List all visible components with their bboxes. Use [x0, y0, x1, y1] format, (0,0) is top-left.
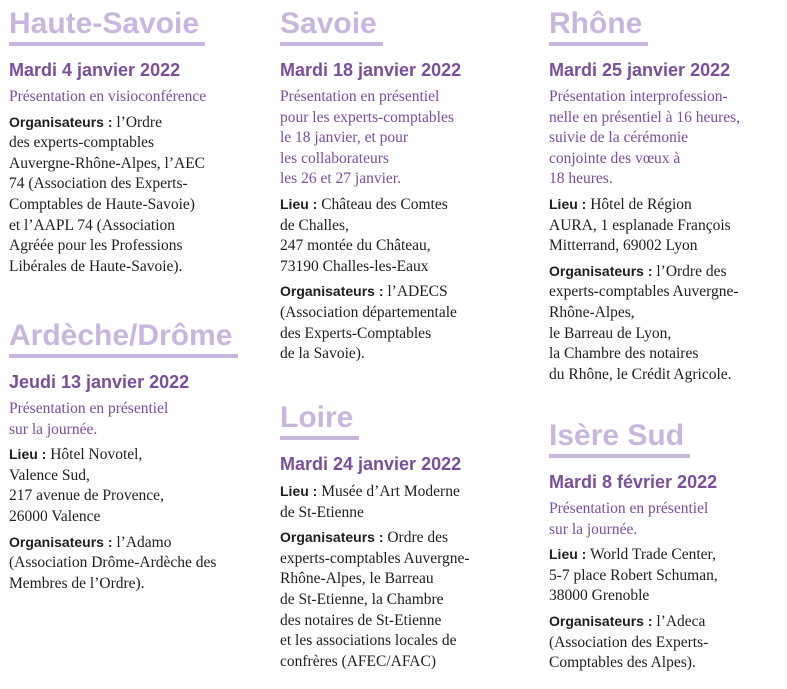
organisers-label: Organisateurs :	[280, 529, 384, 546]
venue: Lieu : Hôtel de Région AURA, 1 esplanade François Mitterrand, 69002 Lyon	[549, 195, 731, 255]
event-date: Mardi 25 janvier 2022	[549, 60, 731, 80]
venue: Lieu : Château des Comtes de Challes, 247 montée du Château, 73190 Challes-les-Eaux	[280, 195, 448, 275]
venue: Lieu : Musée d’Art Moderne de St-Etienne	[280, 483, 460, 521]
event-date: Mardi 4 janvier 2022	[9, 60, 181, 80]
organisers-label: Organisateurs :	[549, 262, 653, 279]
event-savoie	[280, 6, 530, 369]
event-date: Mardi 18 janvier 2022	[280, 60, 462, 80]
region-title: Savoie	[280, 6, 383, 46]
organisers-label: Organisateurs :	[549, 612, 653, 629]
region-title: Rhône	[549, 6, 648, 46]
organisers: Organisateurs : l’ADECS (Association départementale des Experts-Comptables de la Savoie).	[280, 283, 457, 363]
venue: Lieu : Hôtel Novotel, Valence Sud, 217 avenue de Provence, 26000 Valence	[9, 446, 164, 525]
venue-label: Lieu :	[549, 546, 587, 563]
organisers: Organisateurs : l’Ordre des experts-comptables Auvergne-Rhône-Alpes, l’AEC 74 (Association des Experts- Comptables de Haute-Savoie) et l’AAPL 74 (Association Agréée pour les Professions Libérales de Haute-Savoie).	[9, 113, 206, 275]
region-title: Haute-Savoie	[9, 6, 205, 46]
organisers: Organisateurs : Ordre des experts-comptables Auvergne- Rhône-Alpes, le Barreau de St-Etienne, la Chambre des notaires de St-Etienne et les associations locales de confrères (AFEC/AFAC)	[280, 529, 470, 670]
event-ardeche-drome	[9, 318, 259, 598]
presentation-text: Présentation en présentiel sur la journée.	[9, 400, 169, 438]
region-title: Loire	[280, 400, 359, 440]
event-date: Jeudi 13 janvier 2022	[9, 372, 190, 392]
organisers: Organisateurs : l’Adamo (Association Drôme-Ardèche des Membres de l’Ordre).	[9, 533, 217, 592]
venue-label: Lieu :	[280, 195, 318, 212]
presentation-text: Présentation en présentiel sur la journée.	[549, 500, 709, 538]
organisers-label: Organisateurs :	[9, 113, 113, 130]
event-rhone	[549, 6, 781, 389]
presentation-text: Présentation en présentiel pour les experts-comptables le 18 janvier, et pour les collaborateurs les 26 et 27 janvier.	[280, 88, 454, 188]
presentation-text: Présentation en visioconférence	[9, 88, 207, 105]
event-loire	[280, 400, 530, 676]
organisers: Organisateurs : l’Ordre des experts-comptables Auvergne- Rhône-Alpes, le Barreau de Lyon, la Chambre des notaires du Rhône, le Crédit Agricole.	[549, 262, 739, 383]
event-date: Mardi 24 janvier 2022	[280, 454, 462, 474]
venue-label: Lieu :	[9, 446, 47, 463]
event-date: Mardi 8 février 2022	[549, 472, 718, 492]
organisers: Organisateurs : l’Adeca (Association des Experts- Comptables des Alpes).	[549, 612, 709, 672]
venue: Lieu : World Trade Center, 5-7 place Robert Schuman, 38000 Grenoble	[549, 546, 718, 605]
region-title: Isère Sud	[549, 418, 690, 458]
organisers-label: Organisateurs :	[280, 283, 384, 300]
organisers-label: Organisateurs :	[9, 533, 113, 550]
event-haute-savoie	[9, 6, 259, 281]
venue-label: Lieu :	[280, 483, 318, 499]
region-title: Ardèche/Drôme	[9, 318, 238, 358]
venue-label: Lieu :	[549, 195, 587, 212]
event-isere-sud	[549, 418, 781, 678]
presentation-text: Présentation interprofession- nelle en présentiel à 16 heures, suivie de la cérémonie conjointe des vœux à 18 heures.	[549, 88, 741, 188]
